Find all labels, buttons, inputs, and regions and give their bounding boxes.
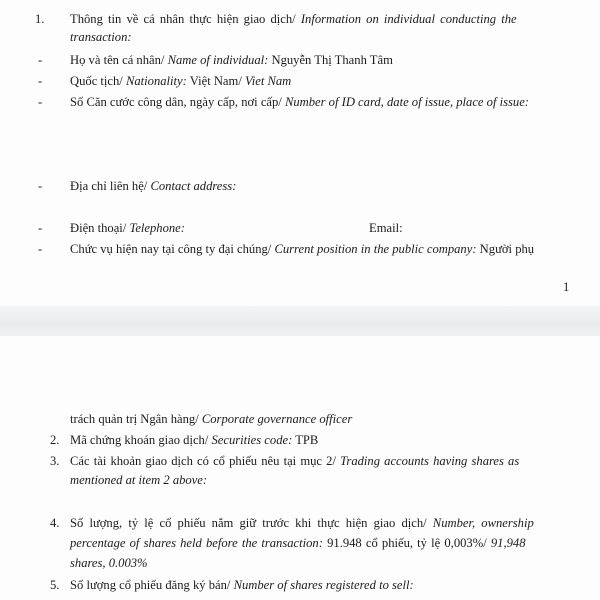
- section-2-securities-code: Mã chứng khoán giao dịch/ Securities code: TPB: [70, 433, 319, 447]
- section-3-trading-accounts: Các tài khoản giao dịch có cổ phiếu nêu tại mục 2/ Trading accounts having shares as: [70, 454, 520, 468]
- field-nationality: Quốc tịch/ Nationality: Việt Nam/ Viet Nam: [70, 74, 292, 88]
- section-1-number: 1.: [35, 12, 45, 26]
- section-4-shares-held: Số lượng, tỷ lệ cổ phiếu nắm giữ trước khi thực hiện giao dịch/ Number, ownership: [70, 516, 534, 530]
- section-4-number: 4.: [50, 516, 60, 530]
- field-email: Email:: [369, 221, 403, 235]
- section-5-shares-to-sell: Số lượng cổ phiếu đăng ký bán/ Number of shares registered to sell:: [70, 578, 414, 592]
- document-page-2: [0, 336, 600, 600]
- section-5-number: 5.: [50, 578, 60, 592]
- document-page-1: 1. Thông tin về cá nhân thực hiện giao dịch/ Information on individual conducting the transaction: - Họ và tên cá nhân/ Name of individual: Nguyễn Thị Thanh Tâm - Quốc tịch/ Nationality: Việt Nam/ Viet Nam - Số Căn cước công dân, ngày cấp, nơi cấp/ Number of ID card, date of issue, place of issue: - Địa chỉ liên hệ/ Contact address: - Điện thoại/ Telephone: Email: - Chức vụ hiện nay tại công ty đại chúng/ Current position in the public company: Người phụ 1: [0, 0, 600, 312]
- position-continuation: trách quản trị Ngân hàng/ Corporate governance officer: [70, 412, 353, 426]
- field-position: Chức vụ hiện nay tại công ty đại chúng/ Current position in the public company: Người phụ: [70, 242, 535, 256]
- field-contact-address: Địa chỉ liên hệ/ Contact address:: [70, 179, 237, 193]
- section-3-cont: mentioned at item 2 above:: [70, 473, 208, 487]
- section-1-heading-cont: transaction:: [70, 30, 132, 44]
- section-1-heading: Thông tin về cá nhân thực hiện giao dịch/ Information on individual conducting the: [70, 12, 517, 26]
- field-id-card: Số Căn cước công dân, ngày cấp, nơi cấp/ Number of ID card, date of issue, place of issue:: [70, 95, 529, 109]
- section-4-cont: percentage of shares held before the transaction: 91.948 cổ phiếu, tỷ lệ 0,003%/ 91,948: [70, 536, 526, 550]
- section-4-cont-2: shares, 0.003%: [70, 556, 148, 570]
- field-name: Họ và tên cá nhân/ Name of individual: Nguyễn Thị Thanh Tâm: [70, 53, 393, 67]
- section-3-number: 3.: [50, 454, 60, 468]
- field-telephone: Điện thoại/ Telephone:: [70, 221, 185, 235]
- section-2-number: 2.: [50, 433, 60, 447]
- page-number: 1: [563, 280, 570, 294]
